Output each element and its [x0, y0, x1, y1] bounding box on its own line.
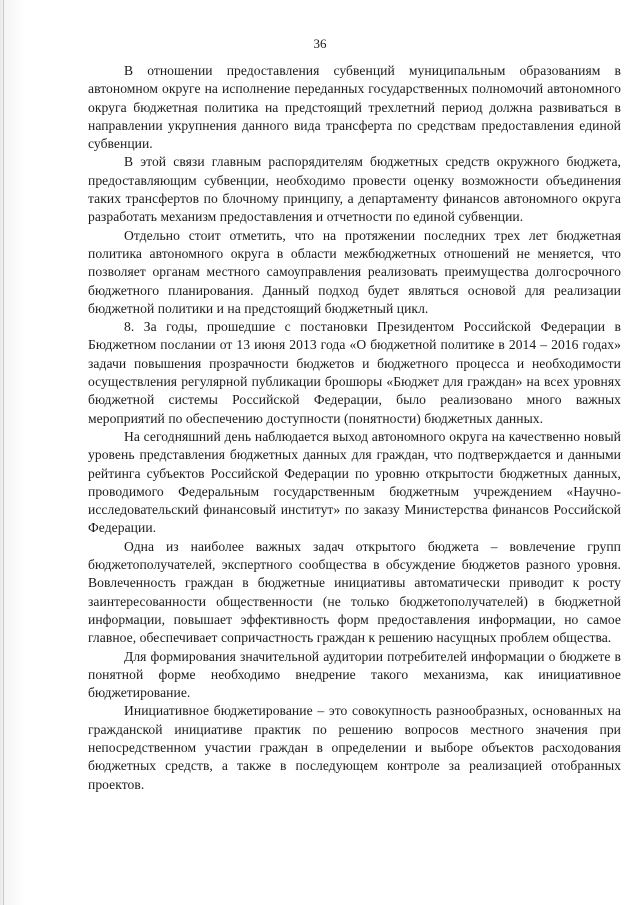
- paragraph-subventions: В отношении предоставления субвенций муниципальным образованиям в автономном округе на исполнение переданных государственных полномочий автономного округа бюджетная политика на предстоящий трехлетний период должна развиваться в направлении укрупнения данного вида трансферта по средствам предоставления единой субвенции.: [88, 63, 621, 152]
- paragraph-audience: Для формирования значительной аудитории потребителей информации о бюджете в понятной форме необходимо внедрение такого механизма, как инициативное бюджетирование.: [88, 648, 621, 701]
- paragraph-section-8: 8. За годы, прошедшие с постановки Президентом Российской Федерации в Бюджетном послании от 13 июня 2013 года «О бюджетной политике в 2014 – 2016 годах» задачи повышения прозрачности бюджетов и бюджетного процесса и необходимости осуществления регулярной публикации брошюры «Бюджет для граждан» на всех уровнях бюджетной системы Российской Федерации, было реализовано много важных мероприятий по обеспечению доступности (понятности) бюджетных данных.: [88, 319, 621, 426]
- paragraph-budget-managers: В этой связи главным распорядителям бюджетных средств окружного бюджета, предоставляющим субвенции, необходимо провести оценку возможности объединения таких трансфертов по блочному принципу, а департаменту финансов автономного округа разработать механизм предоставления и отчетности по единой субвенции.: [88, 154, 621, 225]
- scan-edge-line: [3, 0, 4, 905]
- page-number: 36: [313, 36, 327, 51]
- paragraph-open-data-rating: На сегодняшний день наблюдается выход автономного округа на качественно новый уровень представления бюджетных данных для граждан, что подтверждается и данными рейтинга субъектов Российской Федерации по уровню открытости бюджетных данных, проводимого Федеральным государственным бюджетным учреждением «Научно-исследовательский финансовый институт» по заказу Министерства финансов Российской Федерации.: [88, 428, 621, 536]
- paragraph-interbudget-policy: Отдельно стоит отметить, что на протяжении последних трех лет бюджетная политика автономного округа в области межбюджетных отношений не меняется, что позволяет органам местного самоуправления реализовать преимущества долгосрочного бюджетного планирования. Данный подход будет являться основой для реализации бюджетной политики и на предстоящий бюджетный цикл.: [88, 227, 621, 316]
- paragraph-initiative-budgeting: Инициативное бюджетирование – это совокупность разнообразных, основанных на гражданской инициативе практик по решению вопросов местного значения при непосредственном участии граждан в определении и выборе объектов расходования бюджетных средств, а также в последующем контроле за реализацией отобранных проектов.: [88, 703, 621, 792]
- scan-edge-shadow: [0, 0, 26, 905]
- paragraph-open-budget-tasks: Одна из наиболее важных задач открытого бюджета – вовлечение групп бюджетополучателей, экспертного сообщества в обсуждение бюджетов разного уровня. Вовлеченность граждан в бюджетные инициативы автоматически приводит к росту заинтересованности общественности (не только бюджетополучателей) в бюджетной информации, повышает эффективность форм предоставления информации, но самое главное, обеспечивает сопричастность граждан к решению насущных проблем общества.: [88, 538, 621, 646]
- document-body: [88, 62, 621, 794]
